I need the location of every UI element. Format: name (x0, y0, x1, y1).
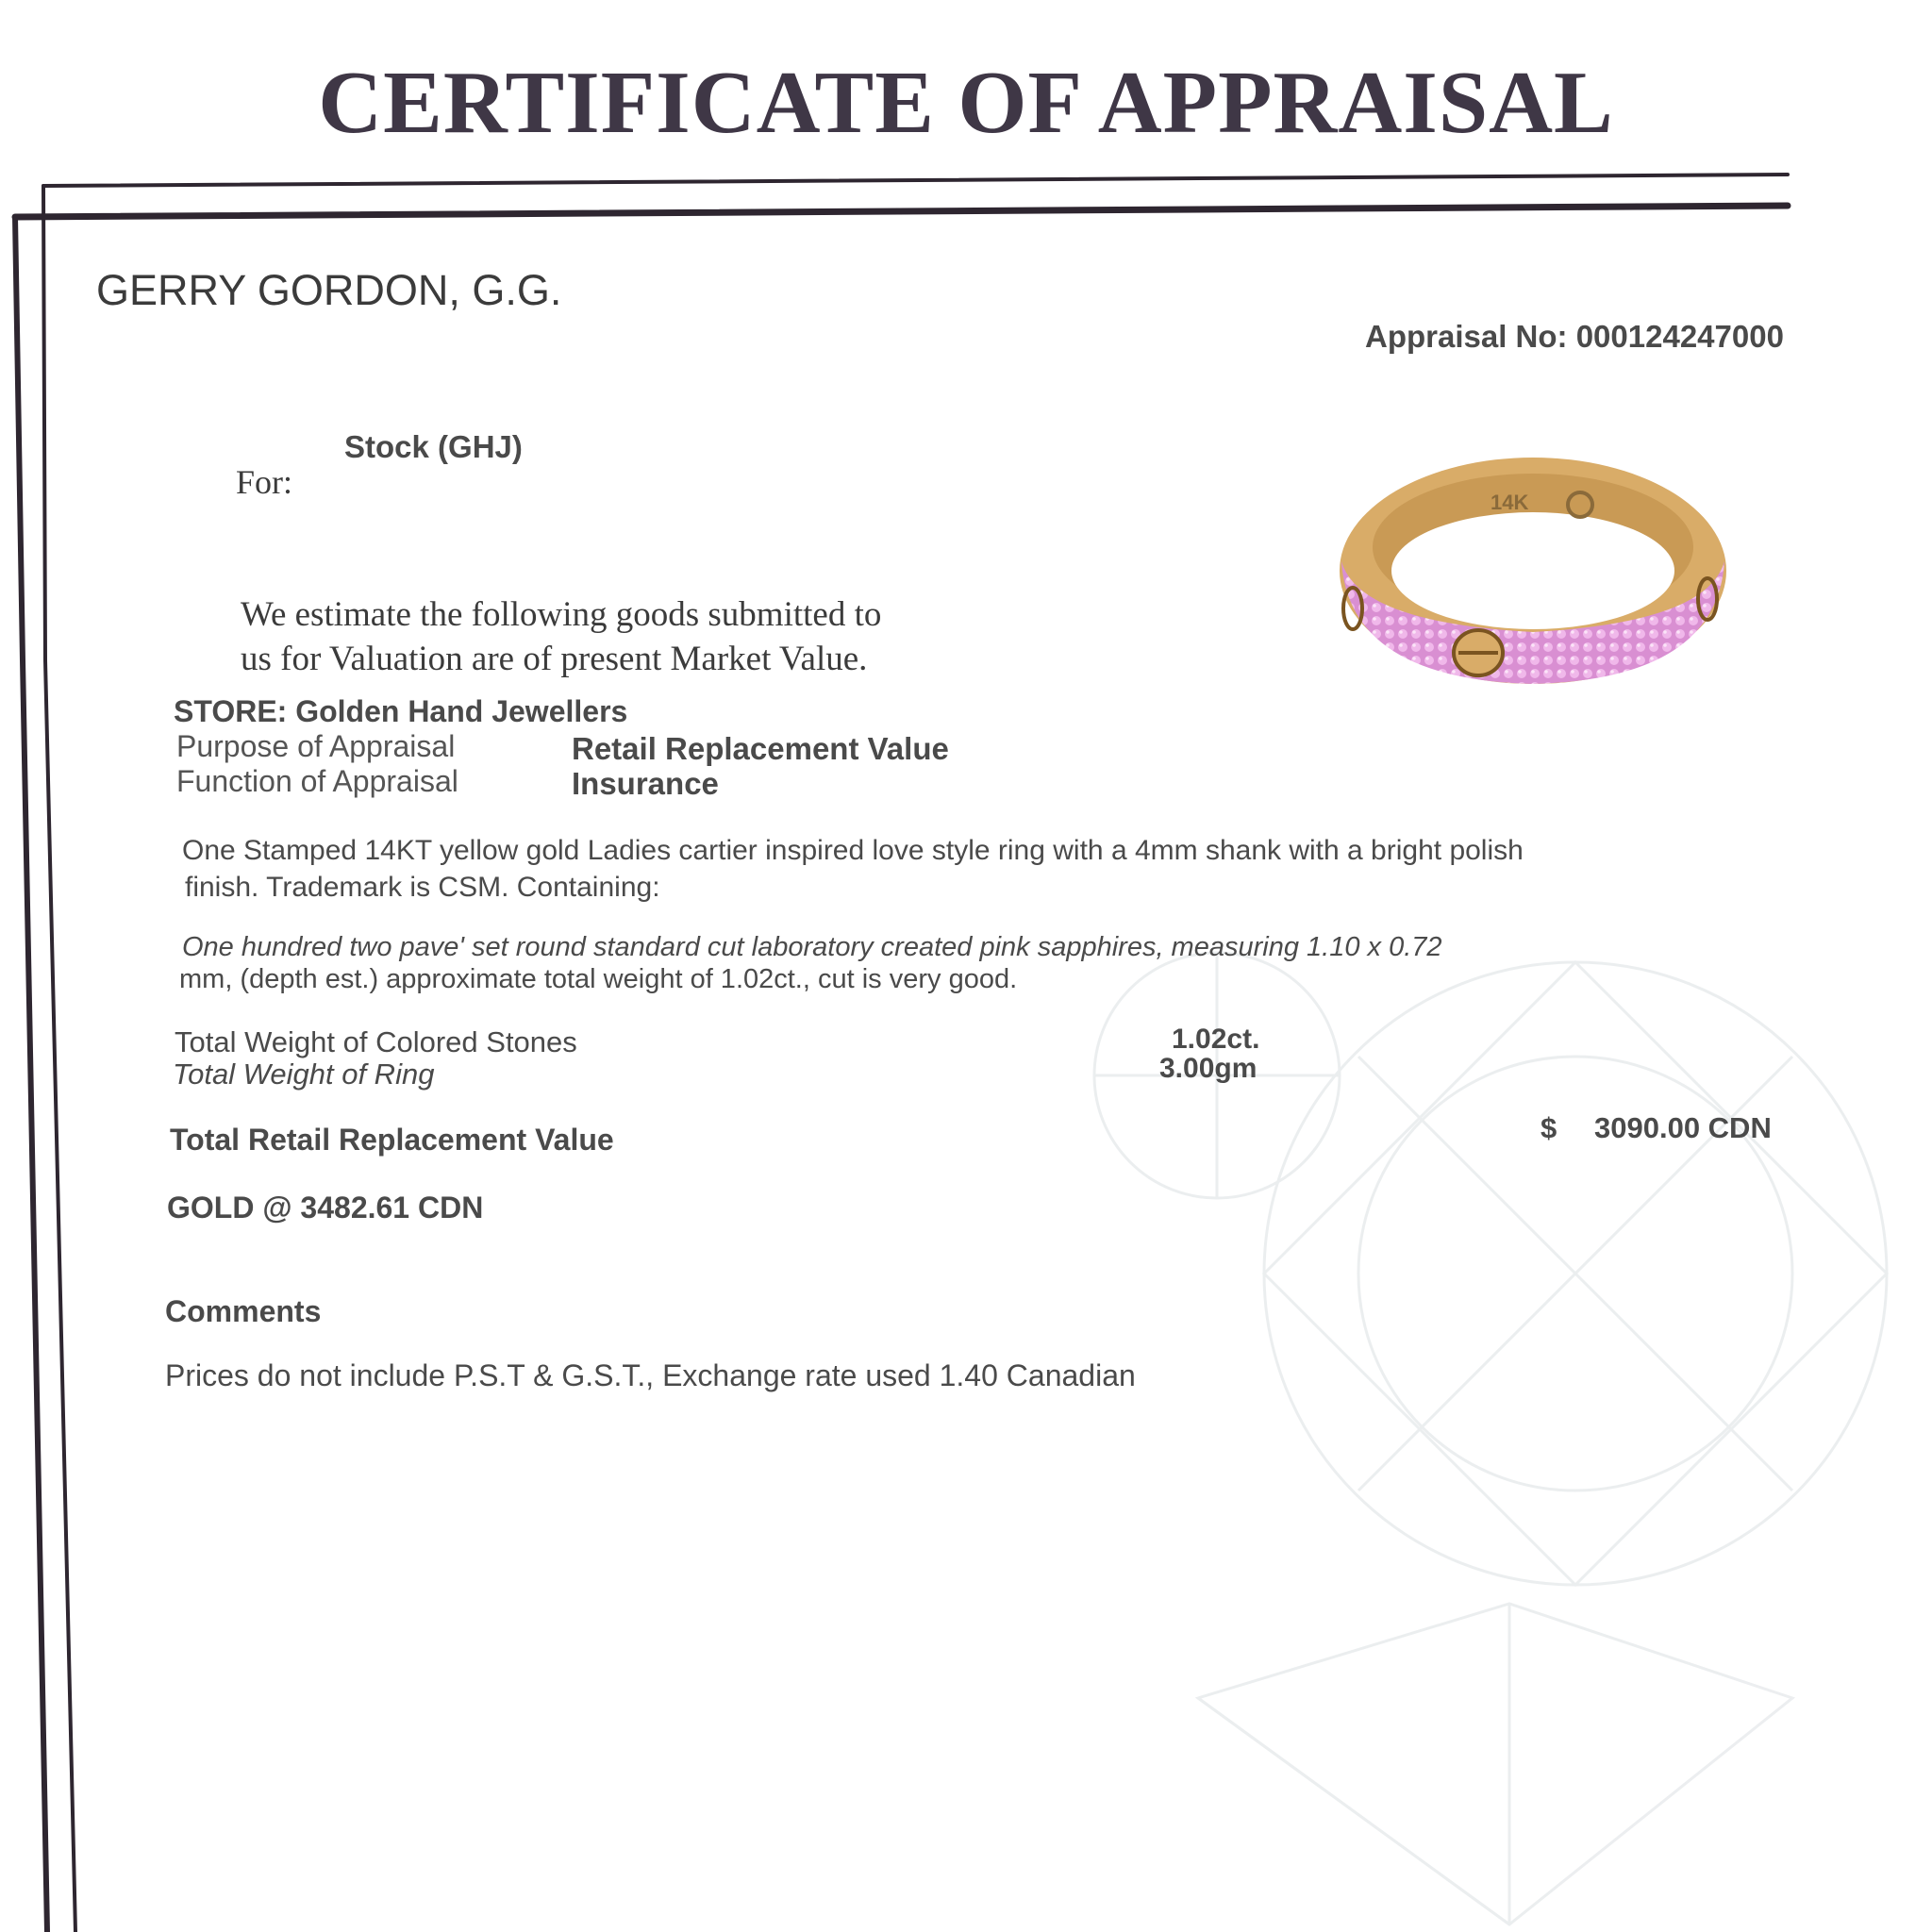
store-name: STORE: Golden Hand Jewellers (174, 694, 628, 728)
estimate-line-2: us for Valuation are of present Market Value. (241, 640, 868, 678)
ring-photo (1330, 429, 1736, 712)
currency-symbol: $ (1541, 1111, 1557, 1144)
description-line-1: One Stamped 14KT yellow gold Ladies cartier inspired love style ring with a 4mm shank with a bright polish (182, 835, 1524, 866)
colored-stones-value: 1.02ct. (1172, 1024, 1260, 1055)
for-value: Stock (GHJ) (344, 429, 523, 464)
total-value: 3090.00 CDN (1594, 1111, 1772, 1144)
appraiser-name: GERRY GORDON, G.G. (96, 266, 562, 314)
purpose-label: Purpose of Appraisal (176, 729, 456, 763)
colored-stones-label: Total Weight of Colored Stones (175, 1025, 577, 1058)
appraisal-number: Appraisal No: 000124247000 (1365, 319, 1784, 354)
ring-stamp-14k: 14K (1491, 491, 1529, 514)
certificate-title: CERTIFICATE OF APPRAISAL (318, 54, 1614, 152)
screw-motif (1454, 630, 1503, 675)
description-line-2: finish. Trademark is CSM. Containing: (185, 872, 660, 903)
function-value: Insurance (572, 766, 719, 801)
ring-weight-value: 3.00gm (1159, 1053, 1257, 1084)
total-value-label: Total Retail Replacement Value (170, 1123, 614, 1157)
stones-line-2: mm, (depth est.) approximate total weight of 1.02ct., cut is very good. (179, 964, 1018, 994)
for-label: For: (236, 463, 293, 501)
comments-heading: Comments (165, 1294, 322, 1328)
ring-weight-label: Total Weight of Ring (173, 1058, 435, 1091)
purpose-value: Retail Replacement Value (572, 731, 949, 766)
stones-line-1: One hundred two pave' set round standard cut laboratory created pink sapphires, measuring 1.10 x 0.72 (182, 932, 1442, 962)
gold-price: GOLD @ 3482.61 CDN (167, 1191, 484, 1224)
comments-text: Prices do not include P.S.T & G.S.T., Exchange rate used 1.40 Canadian (165, 1358, 1136, 1392)
estimate-line-1: We estimate the following goods submitted to (241, 595, 882, 634)
function-label: Function of Appraisal (176, 764, 458, 798)
